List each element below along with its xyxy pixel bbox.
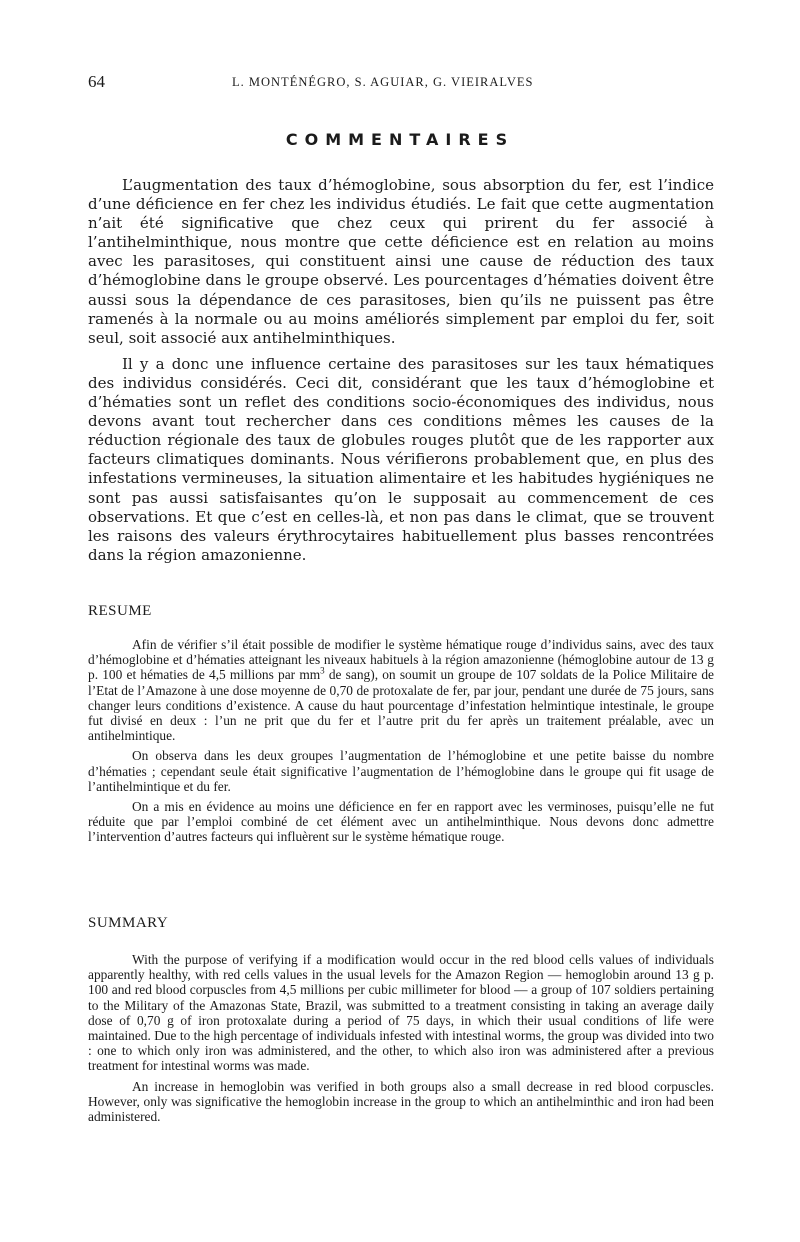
summary-body bbox=[88, 952, 714, 1129]
section-heading-commentaires: COMMENTAIRES bbox=[285, 130, 515, 149]
commentaires-paragraph: Il y a donc une influence certaine des parasitoses sur les taux hématiques des individus considérés. Ceci dit, considérant que les taux d’hémoglobine et d’hématies sont un reflet des conditions socio-économiques des individus, nous devons avant tout rechercher dans ces conditions mêmes les causes de la réduction régionale des taux de globules rouges plutôt que de les rapporter aux facteurs climatiques dominants. Nous vérifierons probablement que, en plus des infestations vermineuses, la situation alimentaire et les habitudes hygiéniques ne sont pas aussi satisfaisantes qu’on le supposait au commencement de ces observations. Et que c’est en celles-là, et non pas dans le climat, que se trouvent les raisons des valeurs érythrocytaires habituellement plus basses rencontrées dans la région amazonienne. bbox=[88, 354, 714, 564]
commentaires-body bbox=[88, 176, 714, 572]
resume-paragraph bbox=[88, 637, 714, 743]
resume-heading: RESUME bbox=[88, 603, 152, 619]
commentaires-paragraph: L’augmentation des taux d’hémoglobine, sous absorption du fer, est l’indice d’une déficience en fer chez les individus étudiés. Le fait que cette augmentation n’ait été significative que chez ceux qui prirent du fer associé à l’antihelminthique, nous montre que cette déficience est en relation au moins avec les parasitoses, qui constituent ainsi une cause de réduction des taux d’hémoglobine dans le groupe observé. Les pourcentages d’hématies doivent être aussi sous la dépendance de ces parasitoses, bien qu’ils ne puissent pas être ramenés à la normale ou au moins améliorés simplement par emploi du fer, soit seul, soit associé aux antihelminthiques. bbox=[88, 176, 714, 347]
summary-heading: SUMMARY bbox=[88, 915, 169, 931]
resume-paragraph: On a mis en évidence au moins une déficience en fer en rapport avec les verminoses, puisqu’elle ne fut réduite que par l’emploi combiné de cet élément avec un antihelminthique. Nous devons donc admettre l’intervention d’autres facteurs qui influèrent sur le système hématique rouge. bbox=[88, 799, 714, 845]
superscript: 3 bbox=[320, 665, 325, 676]
running-head bbox=[88, 72, 728, 96]
resume-text: de sang), on soumit un groupe de 107 soldats de la Police Militaire de l’Etat de l’Amazone à une dose moyenne de 0,70 de protoxalate de fer, par jour, pendant une durée de 75 jours, sans changer leurs conditions d’existence. A cause du haut pourcentage d’infestation helmintique intestinale, le groupe fut divisé en deux : l’un ne prit que du fer et l’autre prit du fer après un traitement préalable, avec un antihelmintique. bbox=[88, 667, 714, 744]
running-head-authors: L. MONTÉNÉGRO, S. AGUIAR, G. VIEIRALVES bbox=[232, 75, 534, 89]
summary-paragraph: An increase in hemoglobin was verified in both groups also a small decrease in red blood corpuscles. However, only was significative the hemoglobin increase in the group to which an antihelminthic and iron had been administered. bbox=[88, 1078, 714, 1125]
resume-body bbox=[88, 637, 714, 850]
resume-text: Afin de vérifier s’il était possible de modifier le système hématique rouge d’individus sains, avec des taux d’hémoglobine et d’hématies atteignant les niveaux habituels à la région amazonienne (hémoglobine autour de 13 g p. 100 et hématies de 4,5 millions par mm bbox=[88, 637, 714, 683]
summary-paragraph: With the purpose of verifying if a modification would occur in the red blood cells values of individuals apparently healthy, with red cells values in the usual levels for the Amazon Region — hemoglobin around 13 g p. 100 and red blood corpuscles from 4,5 millions per cubic millimeter for blood — a group of 107 soldiers pertaining to the Military of the Amazonas State, Brazil, was submitted to a treatment consisting in taking an average daily dose of 0,70 g of iron protoxalate during a period of 75 days, in which their usual conditions of life were maintained. Due to the high percentage of individuals infested with intestinal worms, the group was divided into two : one to which only iron was administered, and the other, to which also iron was administered after a previous treatment for intestinal worms was made. bbox=[88, 952, 714, 1074]
page-number: 64 bbox=[88, 72, 105, 91]
resume-paragraph: On observa dans les deux groupes l’augmentation de l’hémoglobine et une petite baisse du nombre d’hématies ; cependant seule était significative l’augmentation de l’hémoglobine dans le groupe qui fit usage de l’antihelmintique et du fer. bbox=[88, 748, 714, 794]
